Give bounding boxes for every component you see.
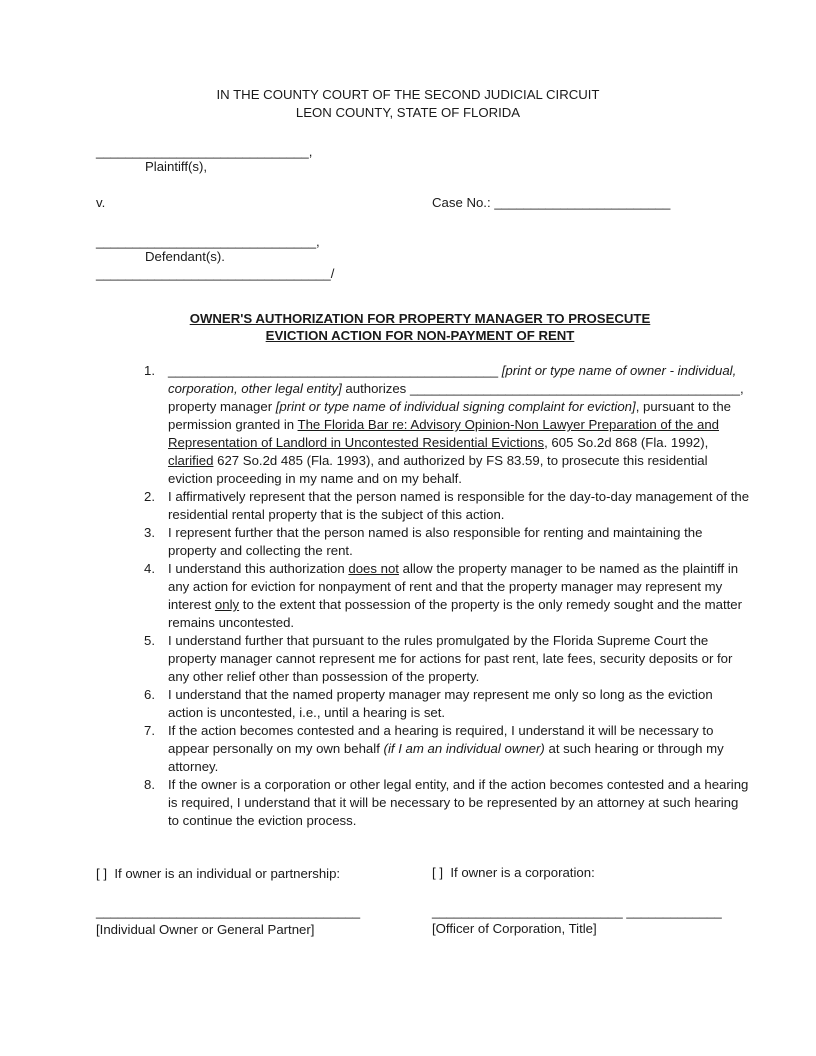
corporation-owner-option <box>432 864 595 882</box>
plaintiff-label: Plaintiff(s), <box>145 159 208 174</box>
item-number: 5. <box>144 633 155 648</box>
manager-name-blank: _____________________________________________ <box>409 381 740 396</box>
item-4-text-a: I understand this authorization <box>168 561 345 576</box>
court-heading-line2: LEON COUNTY, STATE OF FLORIDA <box>295 105 521 120</box>
authorizes-text: authorizes <box>345 381 407 396</box>
only-emphasis: only <box>214 597 240 612</box>
list-item-6 <box>144 686 750 722</box>
item-4-text-c: to the extent that possession of the property is the only remedy sought and the matter remains uncontested. <box>168 597 743 630</box>
caption-closing-line: ________________________________/ <box>96 266 335 281</box>
defendant-label: Defendant(s). <box>145 249 225 264</box>
item-text: I represent further that the person named is also responsible for renting and maintaining the property and collecting the rent. <box>168 525 703 558</box>
defendant-name-blank: ______________________________, <box>96 234 320 249</box>
case-number-label: Case No.: <box>432 195 491 210</box>
item-number: 2. <box>144 489 155 504</box>
list-item-5 <box>144 632 750 686</box>
individual-owner-option <box>96 865 340 883</box>
item-text <box>168 722 750 776</box>
citation-text: , 605 So.2d 868 (Fla. 1992), <box>544 435 709 450</box>
item-7-text-b: at such hearing or through my attorney. <box>168 741 724 774</box>
corporation-checkbox[interactable]: [ ] <box>432 865 443 880</box>
case-number-field <box>432 194 670 212</box>
case-number-blank: ________________________ <box>494 195 671 210</box>
list-item-1 <box>144 362 750 488</box>
individual-checkbox[interactable]: [ ] <box>96 866 107 881</box>
document-title-line1: OWNER'S AUTHORIZATION FOR PROPERTY MANAGER TO PROSECUTE <box>189 311 651 326</box>
item-text: I understand that the named property manager may represent me only so long as the eviction action is uncontested, i.e., until a hearing is set. <box>168 687 713 720</box>
list-item-7 <box>144 722 750 776</box>
pursuant-text: , pursuant to the permission granted in <box>168 399 731 432</box>
item-7-text-a: If the action becomes contested and a hearing is required, I understand it will be necessary to appear personally on my own behalf <box>168 723 714 756</box>
list-item-8 <box>144 776 750 830</box>
list-item-2 <box>144 488 750 524</box>
property-manager-text: , property manager <box>168 381 744 414</box>
item-number: 4. <box>144 561 155 576</box>
individual-signature-line: ____________________________________ <box>96 904 361 919</box>
item-text: If the owner is a corporation or other legal entity, and if the action becomes contested and a hearing is required, I understand that it will be necessary to be represented by an attorney at such hearing to continue the eviction process. <box>168 777 749 828</box>
versus-label: v. <box>96 195 106 210</box>
individual-owner-hint: (if I am an individual owner) <box>383 741 545 756</box>
plaintiff-name-blank: _____________________________, <box>96 144 313 159</box>
item-number: 7. <box>144 723 155 738</box>
does-not-emphasis: does not <box>348 561 399 576</box>
owner-name-blank: _____________________________________________ <box>168 363 499 378</box>
court-heading-line1: IN THE COUNTY COURT OF THE SECOND JUDICIAL CIRCUIT <box>216 87 600 102</box>
statute-text: 627 So.2d 485 (Fla. 1993), and authorized by FS 83.59, to prosecute this residential eviction proceeding in my name and on my behalf. <box>168 453 708 486</box>
document-title-line2: EVICTION ACTION FOR NON-PAYMENT OF RENT <box>265 328 575 343</box>
item-number: 6. <box>144 687 155 702</box>
list-item-4 <box>144 560 750 632</box>
item-text <box>168 362 750 488</box>
corporation-signature-caption: [Officer of Corporation, Title] <box>432 921 597 936</box>
item-number: 1. <box>144 363 155 378</box>
individual-option-label: If owner is an individual or partnership: <box>114 866 341 881</box>
item-text <box>168 560 750 632</box>
corporation-option-label: If owner is a corporation: <box>450 865 595 880</box>
case-citation: The Florida Bar re: Advisory Opinion-Non Lawyer Preparation of the and Representation of Landlord in Uncontested Residential Evictions <box>168 417 720 450</box>
list-item-3 <box>144 524 750 560</box>
item-number: 3. <box>144 525 155 540</box>
item-text: I affirmatively represent that the person named is responsible for the day-to-day management of the residential rental property that is the subject of this action. <box>168 489 750 522</box>
clarified-text: clarified <box>168 453 214 468</box>
individual-signature-caption: [Individual Owner or General Partner] <box>96 922 315 937</box>
owner-name-hint: [print or type name of owner - individual, corporation, other legal entity] <box>168 363 737 396</box>
item-4-text-b: allow the property manager to be named as the plaintiff in any action for eviction for nonpayment of rent and that the property manager may represent my interest <box>168 561 739 612</box>
manager-name-hint: [print or type name of individual signing complaint for eviction] <box>275 399 636 414</box>
item-number: 8. <box>144 777 155 792</box>
item-text: I understand further that pursuant to the rules promulgated by the Florida Supreme Court the property manager cannot represent me for actions for past rent, late fees, security deposits or for any other relief other than possession of the property. <box>168 633 733 684</box>
authorization-list <box>144 362 750 830</box>
corporation-signature-line: __________________________ _____________ <box>432 904 722 919</box>
